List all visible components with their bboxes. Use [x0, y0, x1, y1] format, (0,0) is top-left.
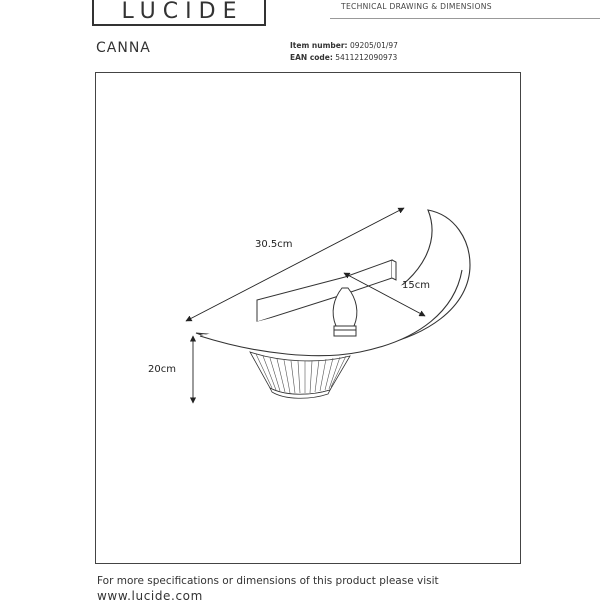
width-label: 30.5cm [255, 239, 293, 250]
item-number-value: 09205/01/97 [349, 41, 398, 50]
section-title: TECHNICAL DRAWING & DIMENSIONS [341, 2, 492, 11]
footer-text: For more specifications or dimensions of this product please visit [97, 575, 439, 587]
item-number-label: Item number: [290, 41, 348, 50]
depth-label: 15cm [402, 280, 430, 291]
footer-link[interactable]: www.lucide.com [97, 589, 203, 603]
product-name: CANNA [96, 40, 151, 56]
ean-value: 5411212090973 [335, 53, 398, 62]
woven-base [250, 352, 350, 398]
ean-label: EAN code: [290, 53, 333, 62]
logo-text: LUCIDE [121, 0, 244, 24]
height-label: 20cm [148, 364, 176, 375]
